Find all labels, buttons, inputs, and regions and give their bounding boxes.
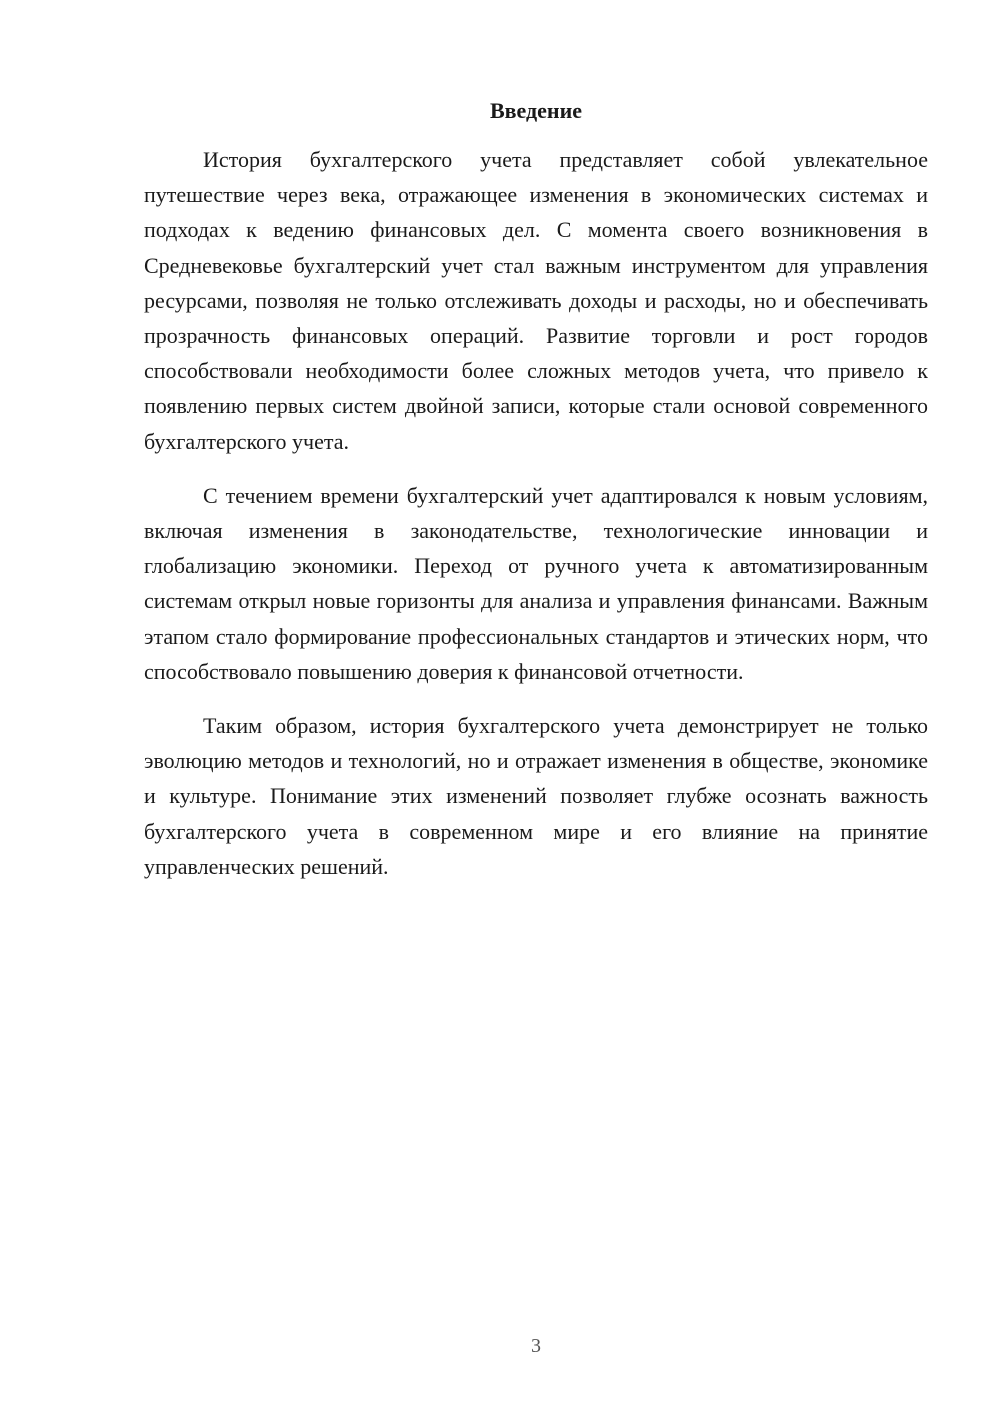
section-heading: Введение <box>489 98 583 123</box>
paragraph-2: С течением времени бухгалтерский учет адаптировался к новым условиям, включая изменения в законодательстве, технологические инновации и глобализацию экономики. Переход от ручного учета к автоматизированным системам открыл новые горизонты для анализа и управления финансами. Важным этапом стало формирование профессиональных стандартов и этических норм, что способствовало повышению доверия к финансовой отчетности. <box>144 482 928 684</box>
page-number-footer <box>0 1334 1000 1358</box>
paragraph-3: Таким образом, история бухгалтерского учета демонстрирует не только эволюцию методов и технологий, но и отражает изменения в обществе, экономике и культуре. Понимание этих изменений позволяет глубже осознать важность бухгалтерского учета в современном мире и его влияние на принятие управленческих решений. <box>144 713 928 879</box>
paragraph-1: История бухгалтерского учета представляет собой увлекательное путешествие через века, отражающее изменения в экономических системах и подходах к ведению финансовых дел. С момента своего возникновения в Средневековье бухгалтерский учет стал важным инструментом для управления ресурсами, позволяя не только отслеживать доходы и расходы, но и обеспечивать прозрачность финансовых операций. Развитие торговли и рост городов способствовали необходимости более сложных методов учета, что привело к появлению первых систем двойной записи, которые стали основой современного бухгалтерского учета. <box>144 147 928 454</box>
page-number: 3 <box>531 1335 541 1357</box>
document-body <box>144 96 928 903</box>
